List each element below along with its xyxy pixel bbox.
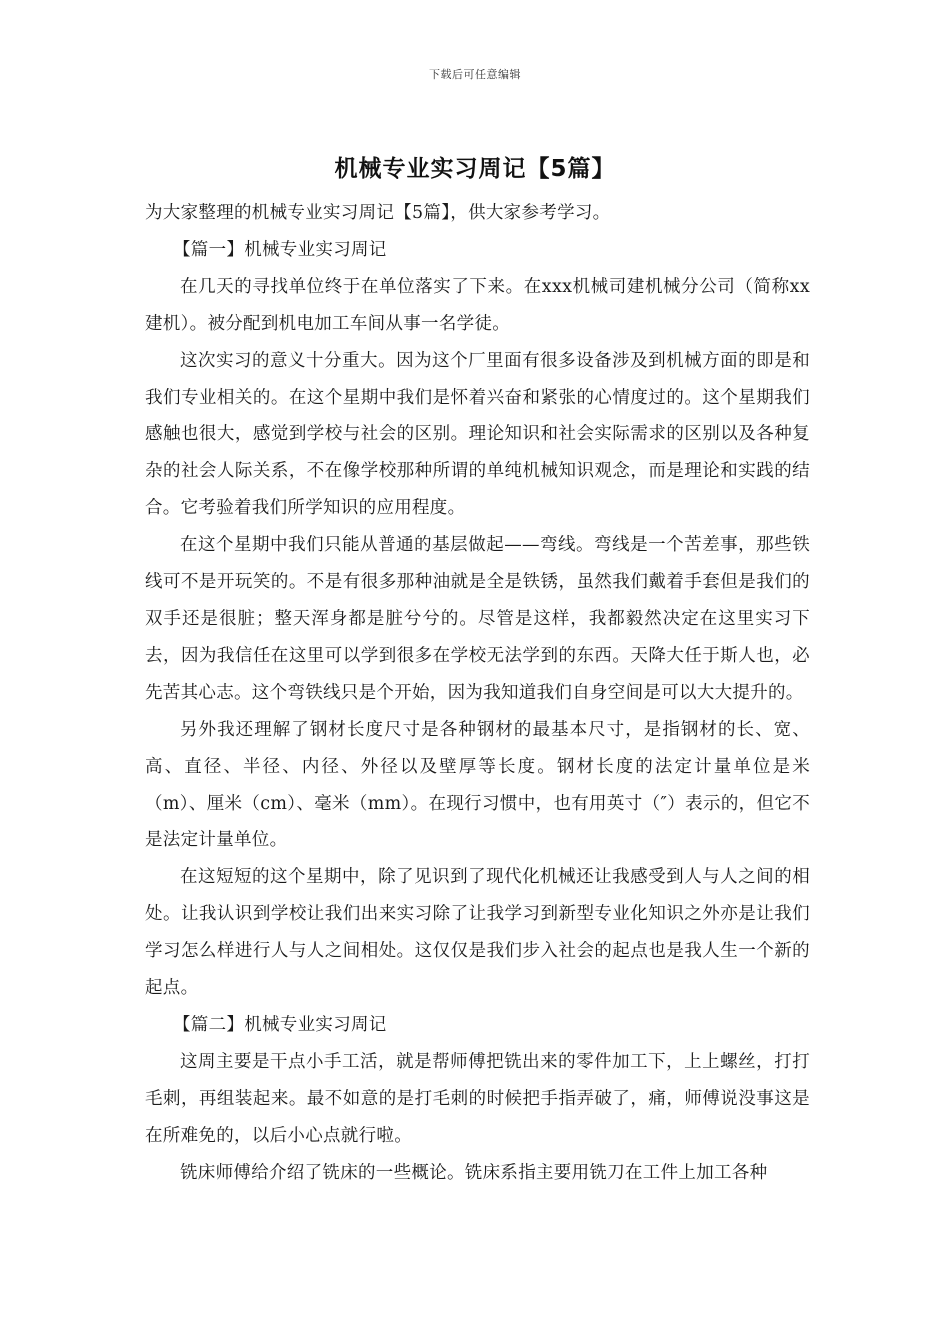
paragraph: 这次实习的意义十分重大。因为这个厂里面有很多设备涉及到机械方面的即是和我们专业相关的。在这个星期中我们是怀着兴奋和紧张的心情度过的。这个星期我们感触也很大，感觉到学校与社会的区别。理论知识和社会实际需求的区别以及各种复杂的社会人际关系，不在像学校那种所谓的单纯机械知识观念，而是理论和实践的结合。它考验着我们所学知识的应用程度。: [145, 350, 810, 519]
paragraph: 铣床师傅给介绍了铣床的一些概论。铣床系指主要用铣刀在工件上加工各种: [180, 1162, 768, 1183]
document-title: 机械专业实习周记【5篇】: [334, 156, 616, 182]
section-heading-1: 【篇一】机械专业实习周记: [173, 239, 387, 260]
paragraph-intro: 为大家整理的机械专业实习周记【5篇】，供大家参考学习。: [145, 203, 611, 223]
document-body: [145, 195, 810, 1191]
paragraph: 这周主要是干点小手工活，就是帮师傅把铣出来的零件加工下，上上螺丝，打打毛刺，再组装起来。最不如意的是打毛刺的时候把手指弄破了，痛，师傅说没事这是在所难免的，以后小心点就行啦。: [145, 1051, 810, 1146]
header-note: 下载后可任意编辑: [429, 68, 521, 81]
paragraph: 在这个星期中我们只能从普通的基层做起——弯线。弯线是一个苦差事，那些铁线可不是开玩笑的。不是有很多那种油就是全是铁锈，虽然我们戴着手套但是我们的双手还是很脏；整天浑身都是脏兮兮的。尽管是这样，我都毅然决定在这里实习下去，因为我信任在这里可以学到很多在学校无法学到的东西。天降大任于斯人也，必先苦其心志。这个弯铁线只是个开始，因为我知道我们自身空间是可以大大提升的。: [145, 535, 810, 703]
paragraph: 在几天的寻找单位终于在单位落实了下来。在xxx机械司建机械分公司（简称xx建机）。被分配到机电加工车间从事一名学徒。: [145, 276, 810, 334]
section-heading-2: 【篇二】机械专业实习周记: [173, 1014, 387, 1035]
paragraph: 另外我还理解了钢材长度尺寸是各种钢材的最基本尺寸，是指钢材的长、宽、高、直径、半径、内径、外径以及壁厚等长度。钢材长度的法定计量单位是米（m）、厘米（cm）、毫米（mm）。在现行习惯中，也有用英寸（″）表示的，但它不是法定计量单位。: [145, 719, 810, 851]
paragraph: 在这短短的这个星期中，除了见识到了现代化机械还让我感受到人与人之间的相处。让我认识到学校让我们出来实习除了让我学习到新型专业化知识之外亦是让我们学习怎么样进行人与人之间相处。这仅仅是我们步入社会的起点也是我人生一个新的起点。: [145, 867, 810, 999]
